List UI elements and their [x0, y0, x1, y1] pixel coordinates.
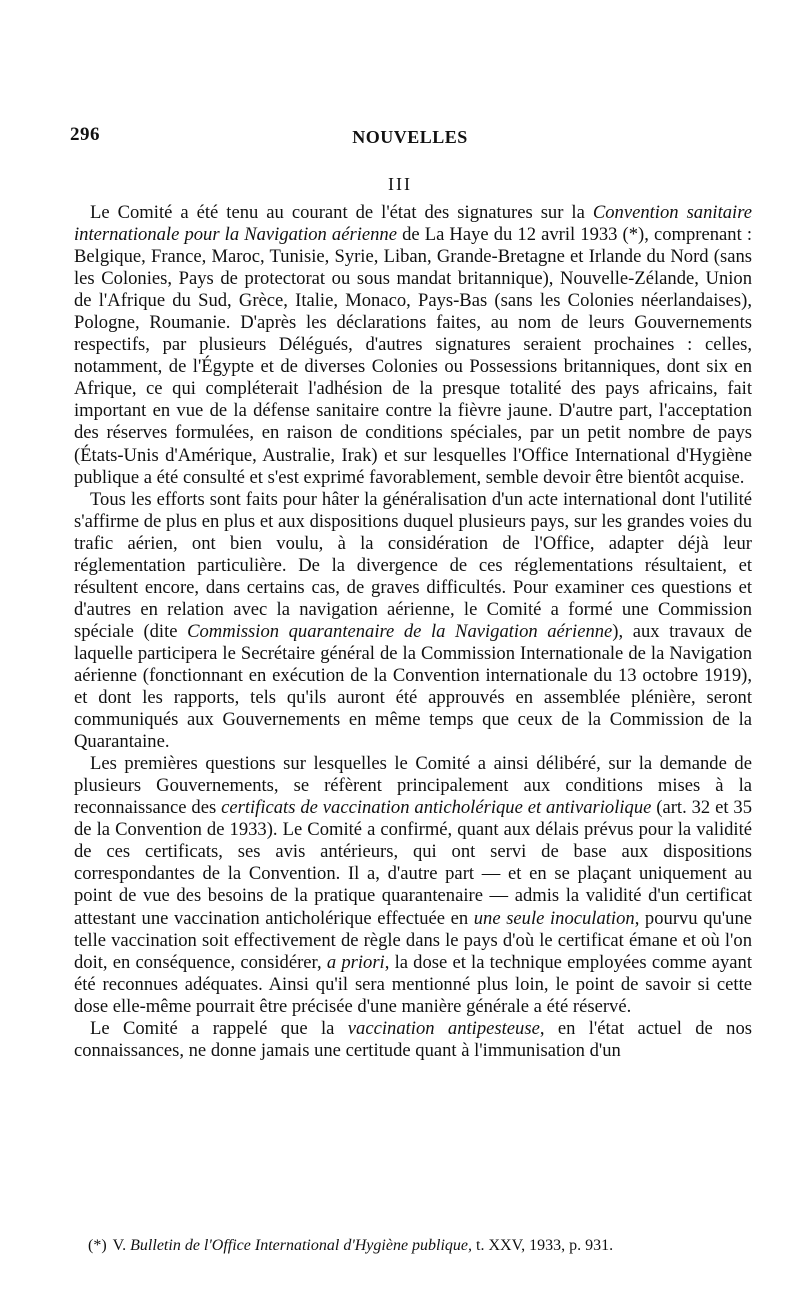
footnote-mark: (*) [88, 1237, 107, 1254]
italic-text-segment: Commission quarantenaire de la Navigation aérienne [187, 620, 613, 642]
italic-text-segment: Convention sanitaire internationale pour la Navigation aérienne [74, 202, 752, 246]
text-segment: ), aux travaux de laquelle participera le Secrétaire général de la Commission Internationale de la Navigation aérienne (fonctionnant en exécution de la Convention internationale du 13 octobre 1919), et dont les rapports, tels qu'ils auront été approuvés en assemblée plénière, seront communiqués aux Gouvernements en même temps que ceux de la Commission de la Quarantaine. [74, 620, 752, 753]
italic-text-segment: une seule inoculation [473, 907, 635, 929]
text-segment: (art. 32 et 35 de la Convention de 1933). Le Comité a confirmé, quant aux délais prévus pour la validité de ces certificats, ses avis antérieurs, qui ont servi de base aux dispositions correspondantes de la Convention. Il a, d'autre part — et en se plaçant uniquement au point de vue des besoins de la pratique quarantenaire — admis la validité d'un certificat attestant une vaccination anticholérique effectuée en [74, 797, 752, 929]
text-segment: Le Comité a rappelé que la [90, 1017, 348, 1039]
running-title: NOUVELLES [352, 127, 468, 147]
paragraph [74, 753, 752, 1018]
italic-text-segment: vaccination antipesteuse [347, 1017, 540, 1039]
footnote-source-title: Bulletin de l'Office International d'Hygiène publique, [130, 1237, 473, 1254]
text-segment: , pourvu qu'une telle vaccination soit effectivement de règle dans le pays d'où le certificat émane et où l'on doit, en conséquence, considérer, [74, 907, 752, 973]
italic-text-segment: a priori [326, 951, 385, 973]
footnote-prefix: V. [112, 1237, 127, 1254]
text-segment: de La Haye du 12 avril 1933 (*), comprenant : Belgique, France, Maroc, Tunisie, Syrie, Liban, Grande-Bretagne et Irlande du Nord (sans les Colonies, Pays de protectorat ou sous mandat britannique), Nouvelle-Zélande, Union de l'Afrique du Sud, Grèce, Italie, Monaco, Pays-Bas (sans les Colonies néerlandaises), Pologne, Roumanie. D'après les déclarations faites, au nom de leurs Gouvernements respectifs, par plusieurs Délégués, d'autres signatures seraient prochaines : celles, notamment, de l'Égypte et de diverses Colonies ou Possessions britanniques, dont six en Afrique, ce qui compléterait l'adhésion de la presque totalité des pays africains, fait important en vue de la défense sanitaire contre la fièvre jaune. D'autre part, l'acceptation des réserves formulées, en raison de conditions spéciales, par un petit nombre de pays (États-Unis d'Amérique, Australie, Irak) et sur lesquelles l'Office International d'Hygiène publique a été consulté et s'est exprimé favorablement, semble devoir être bientôt acquise. [74, 224, 752, 488]
page-header [70, 124, 750, 154]
body-text [74, 202, 752, 1062]
text-segment: Le Comité a été tenu au courant de l'état des signatures sur la [90, 202, 593, 223]
text-segment: , la dose et la technique employées comme ayant été reconnues adéquates. Ainsi qu'il sera mentionné plus loin, le point de savoir si cette dose elle-même pourrait être précisée d'une manière générale a été réservé. [74, 951, 752, 1017]
italic-text-segment: certificats de vaccination anticholérique et antivariolique [221, 797, 652, 819]
footnote-details: t. XXV, 1933, p. 931. [476, 1237, 614, 1254]
paragraph [74, 489, 752, 754]
paragraph [74, 202, 752, 489]
section-number: III [388, 174, 412, 194]
text-segment: Tous les efforts sont faits pour hâter la généralisation d'un acte international dont l'utilité s'affirme de plus en plus et aux dispositions duquel plusieurs pays, sur les grandes voies du trafic aérien, ont bien voulu, à la considération de l'Office, adapter déjà leur réglementation particulière. De la divergence de ces réglementations résultaient, et résultent encore, dans certains cas, de graves difficultés. Pour examiner ces questions et d'autres en relation avec la navigation aérienne, le Comité a formé une Commission spéciale (dite [74, 488, 752, 642]
paragraph [74, 1018, 752, 1062]
footnote [88, 1236, 748, 1256]
text-segment: Les premières questions sur lesquelles le Comité a ainsi délibéré, sur la demande de plusieurs Gouvernements, se réfèrent principalement aux conditions mises à la reconnaissance des [74, 753, 752, 819]
page-number: 296 [70, 124, 100, 145]
text-segment: , en l'état actuel de nos connaissances, ne donne jamais une certitude quant à l'immunisation d'un [74, 1017, 752, 1061]
